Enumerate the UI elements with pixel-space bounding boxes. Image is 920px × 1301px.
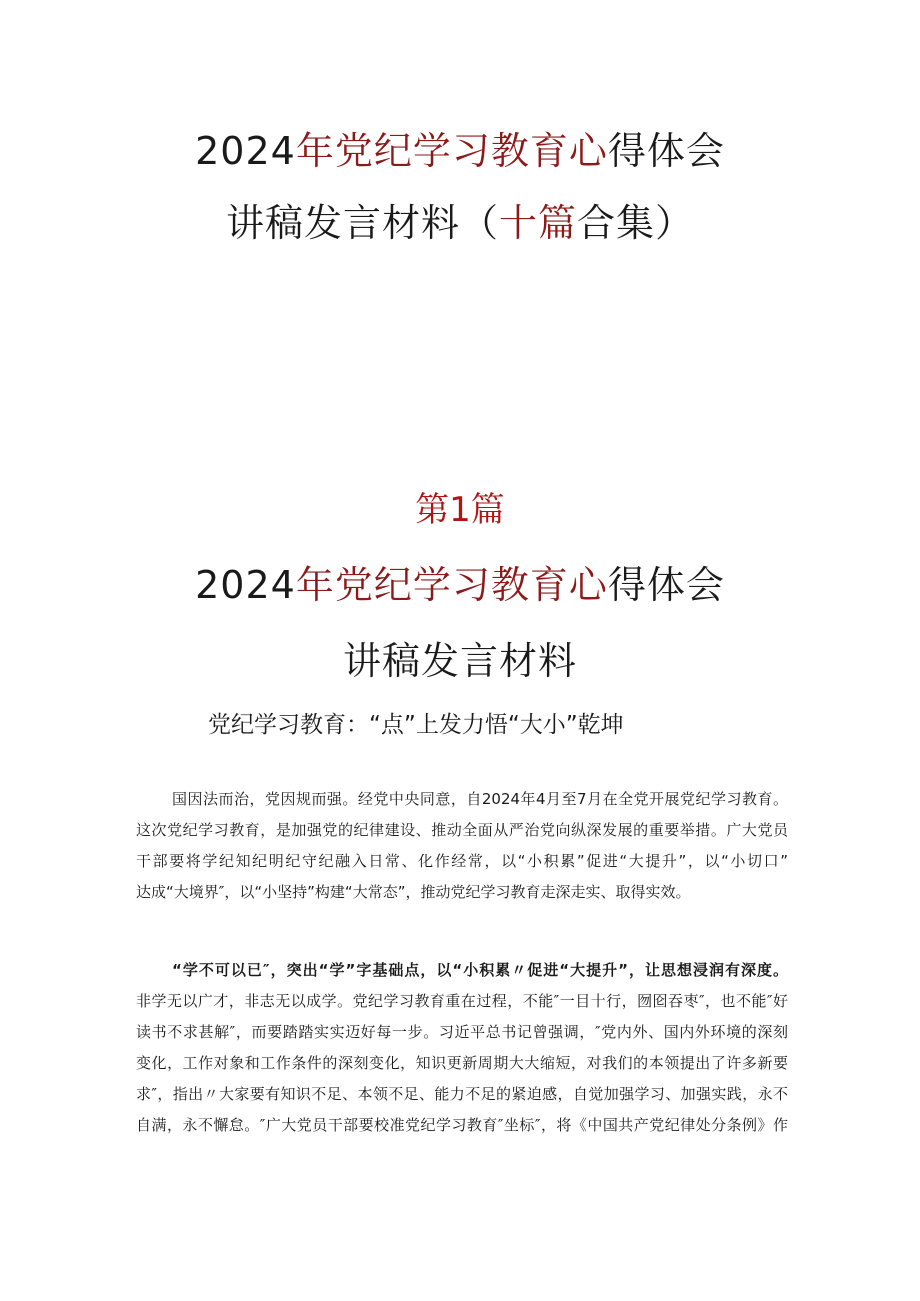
chapter-label: 第1篇 (415, 490, 505, 530)
paragraph-1 (136, 784, 788, 908)
article-title-line2: 讲稿发言材料 (342, 639, 577, 683)
paragraph-line: 读书不求甚解″，而要踏踏实实迈好每一步。习近平总书记曾强调，″党内外、国内外环境的深刻 (136, 1023, 788, 1041)
paragraph-line: 国因法而治，党因规而强。经党中央同意，自2024年4月至7月在全党开展党纪学习教育。 (172, 790, 788, 808)
paragraph-line: 求″，指出〃大家要有知识不足、本领不足、能力不足的紧迫感，自觉加强学习、加强实践，永不 (136, 1085, 788, 1103)
paragraph-line: 达成“大境界″，以“小坚持”构建“大常态”，推动党纪学习教育走深走实、取得实效。 (136, 883, 691, 901)
article-title-year: 2024 (195, 563, 296, 607)
paragraph-line: 自满，永不懈怠。″广大党员干部要校准党纪学习教育″坐标″，将《中国共产党纪律处分条例》作 (136, 1116, 788, 1134)
cover-title-dark-part: 得体会 (607, 129, 725, 173)
cover-title-line2 (0, 192, 920, 247)
cover-title2-dark-part2: 合集） (577, 201, 695, 245)
cover-title2-red-part: 十篇 (498, 201, 577, 245)
article-subtitle: 党纪学习教育：“点”上发力悟“大小”乾坤 (208, 712, 624, 738)
cover-title-line1 (0, 120, 920, 175)
cover-title2-dark-part1: 讲稿发言材料（ (225, 201, 499, 245)
article-title-dark-part: 得体会 (607, 563, 725, 607)
paragraph-2 (136, 955, 788, 1141)
article-title-line1 (0, 554, 920, 609)
paragraph-line: 非学无以广才，非志无以成学。党纪学习教育重在过程，不能″一目十行，囫囵吞枣″，也不能″好 (136, 992, 788, 1010)
paragraph-line: 干部要将学纪知纪明纪守纪融入日常、化作经常，以“小积累”促进“大提升”，以“小切口” (136, 852, 788, 870)
cover-title-year: 2024 (195, 129, 296, 173)
paragraph-line: 变化，工作对象和工作条件的深刻变化，知识更新周期大大缩短，对我们的本领提出了许多新要 (136, 1054, 788, 1072)
paragraph-line: 这次党纪学习教育，是加强党的纪律建设、推动全面从严治党向纵深发展的重要举措。广大党员 (136, 821, 788, 839)
cover-title-red-part: 年党纪学习教育心 (295, 129, 608, 173)
article-title-red-part: 年党纪学习教育心 (295, 563, 608, 607)
paragraph-heading: “学不可以已″，突出“学”字基础点，以“小积累〃促进“大提升”，让思想浸润有深度。 (172, 961, 788, 979)
